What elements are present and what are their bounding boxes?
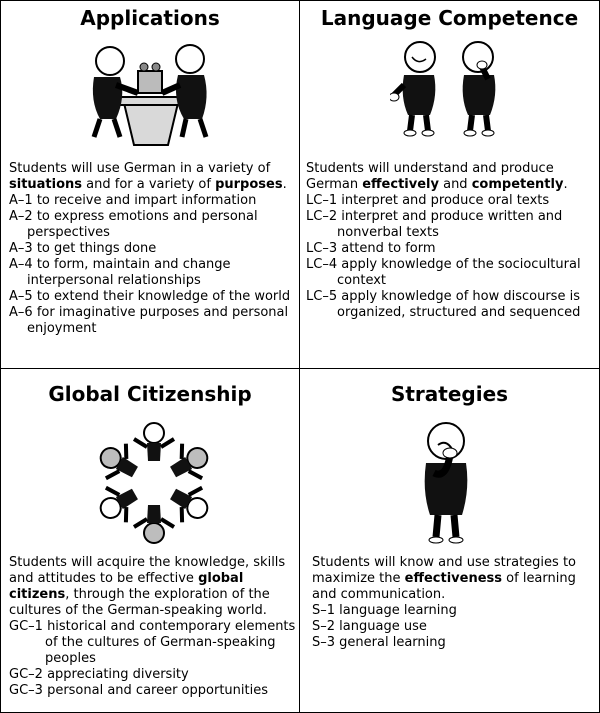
intro-emphasis: global citizens (9, 571, 244, 602)
list-item (306, 209, 598, 241)
item-text: to extend their knowledge of the world (36, 289, 291, 304)
strategies-cell (299, 368, 600, 713)
intro-emphasis: purposes (215, 177, 283, 192)
item-text: for imaginative purposes and personal enjoyment (27, 305, 289, 336)
item-text: to get things done (36, 241, 157, 256)
item-code: A–1 (9, 193, 33, 208)
item-text: language use (339, 619, 427, 634)
item-code: A–4 (9, 257, 33, 272)
item-text: attend to form (341, 241, 436, 256)
language-competence-intro (306, 161, 598, 193)
intro-text: Students will use German in a variety of (9, 161, 271, 176)
item-text: to express emotions and personal perspectives (27, 209, 258, 240)
applications-cell (0, 0, 300, 369)
intro-text: , through the exploration of the cultures of the German-speaking world. (9, 587, 270, 618)
intro-text: Students will acquire the knowledge, skills and attitudes to be effective (9, 555, 286, 586)
item-text: interpret and produce oral texts (341, 193, 550, 208)
global-citizenship-intro (9, 555, 299, 619)
list-item (9, 305, 299, 337)
intro-emphasis: competently (471, 177, 564, 192)
list-item (306, 241, 598, 257)
intro-text: . (282, 177, 287, 192)
list-item (312, 619, 598, 635)
list-item (9, 683, 299, 699)
item-code: GC–1 (9, 619, 43, 634)
list-item (9, 619, 299, 667)
list-item (9, 209, 299, 241)
item-text: apply knowledge of the sociocultural context (337, 257, 581, 288)
global-citizenship-cell (0, 368, 300, 713)
item-code: LC–3 (306, 241, 338, 256)
list-item (9, 241, 299, 257)
intro-text: . (563, 177, 568, 192)
item-code: S–1 (312, 603, 336, 618)
item-text: personal and career opportunities (47, 683, 268, 698)
intro-text: Students will know and use strategies to maximize the (312, 555, 576, 586)
list-item (9, 667, 299, 683)
two-people-talking-icon (390, 39, 510, 139)
item-code: LC–4 (306, 257, 338, 272)
applications-intro (9, 161, 299, 193)
list-item (9, 193, 299, 209)
item-code: S–3 (312, 635, 336, 650)
circle-of-people-icon (96, 417, 212, 549)
intro-text: and for a variety of (82, 177, 216, 192)
item-text: to form, maintain and change interpersonal relationships (27, 257, 231, 288)
intro-emphasis: effectively (362, 177, 439, 192)
item-code: A–2 (9, 209, 33, 224)
strategies-intro (312, 555, 598, 603)
item-text: to receive and impart information (36, 193, 257, 208)
intro-emphasis: effectiveness (404, 571, 503, 586)
item-text: apply knowledge of how discourse is organized, structured and sequenced (337, 289, 581, 320)
item-code: GC–2 (9, 667, 43, 682)
strategies-list (312, 603, 598, 651)
list-item (9, 289, 299, 305)
item-code: LC–1 (306, 193, 338, 208)
item-code: A–6 (9, 305, 33, 320)
strategies-title: Strategies (390, 382, 509, 406)
global-citizenship-title: Global Citizenship (48, 382, 252, 406)
language-competence-body (306, 161, 598, 321)
intro-text: Students will understand and produce German (306, 161, 554, 192)
applications-title: Applications (80, 6, 220, 30)
list-item (312, 603, 598, 619)
applications-body (9, 161, 299, 337)
thinking-person-icon (412, 419, 482, 547)
strategies-body (312, 555, 598, 651)
item-code: S–2 (312, 619, 336, 634)
list-item (306, 289, 598, 321)
item-text: general learning (339, 635, 446, 650)
language-competence-list (306, 193, 598, 321)
item-text: historical and contemporary elements of the cultures of German-speaking peoples (45, 619, 296, 666)
two-people-at-table-icon (86, 41, 216, 149)
global-citizenship-body (9, 555, 299, 699)
applications-list (9, 193, 299, 337)
intro-emphasis: situations (9, 177, 83, 192)
list-item (306, 257, 598, 289)
list-item (312, 635, 598, 651)
intro-text: and (438, 177, 472, 192)
item-code: A–5 (9, 289, 33, 304)
item-text: appreciating diversity (47, 667, 189, 682)
language-competence-title: Language Competence (320, 6, 579, 30)
list-item (9, 257, 299, 289)
intro-text: of learning and communication. (312, 571, 576, 602)
item-code: GC–3 (9, 683, 43, 698)
item-code: LC–2 (306, 209, 338, 224)
item-code: A–3 (9, 241, 33, 256)
item-text: language learning (339, 603, 457, 618)
global-citizenship-list (9, 619, 299, 699)
list-item (306, 193, 598, 209)
item-text: interpret and produce written and nonverbal texts (337, 209, 563, 240)
language-competence-cell (299, 0, 600, 369)
item-code: LC–5 (306, 289, 338, 304)
